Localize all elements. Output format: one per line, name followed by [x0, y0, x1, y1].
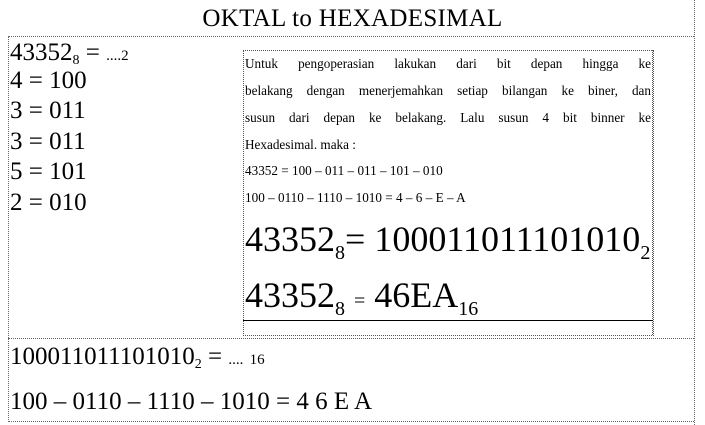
equals-sign: =	[28, 189, 43, 216]
question-to-base: 2	[121, 48, 129, 64]
result-base: 8	[335, 242, 345, 264]
explanation-line: belakang dengan menerjemahkan setiap bilangan ke biner, dan	[245, 83, 651, 98]
question-from-base: 8	[72, 53, 80, 68]
section-divider	[8, 338, 694, 339]
result-base: 8	[335, 298, 345, 320]
binary-value: 100	[49, 67, 87, 94]
equals-sign: =	[28, 67, 43, 94]
binary-question-to-base: 16	[249, 352, 265, 368]
digit-conversion-row	[10, 188, 87, 218]
question-dots: ....	[106, 48, 122, 64]
question-equals: =	[85, 39, 100, 66]
equals-sign: =	[28, 97, 43, 124]
result-equals: =	[354, 290, 366, 312]
result-hex-value: 46EA	[374, 275, 459, 315]
calculation-step-1: 43352 = 100 – 011 – 011 – 101 – 010	[245, 163, 443, 178]
binary-value: 010	[49, 189, 87, 216]
binary-question-base: 2	[194, 357, 202, 372]
digit: 2	[10, 189, 23, 216]
explanation-paragraph	[245, 50, 651, 158]
digit-conversion-row	[10, 66, 87, 96]
calculation-step-2: 100 – 0110 – 1110 – 1010 = 4 – 6 – E – A	[245, 190, 466, 205]
text-box-right-edge	[652, 50, 653, 335]
binary-question-line	[10, 342, 265, 375]
digit: 3	[10, 97, 23, 124]
result-hex-base: 16	[458, 298, 479, 320]
binary-value: 011	[49, 128, 86, 155]
equals-sign: =	[28, 158, 43, 185]
binary-value: 011	[49, 97, 86, 124]
question-number: 43352	[10, 39, 73, 66]
digit: 3	[10, 128, 23, 155]
page-title: OKTAL to HEXADESIMAL	[202, 5, 503, 32]
margin-guide-right	[694, 0, 695, 425]
binary-question-equals: =	[207, 343, 223, 370]
margin-guide-bottom	[8, 421, 694, 422]
margin-guide-top	[8, 36, 694, 37]
result-number: 43352	[245, 275, 335, 315]
equals-sign: =	[28, 128, 43, 155]
binary-question-number: 100011011101010	[10, 343, 195, 370]
explanation-line: Hexadesimal. maka :	[245, 137, 356, 152]
digit: 4	[10, 67, 23, 94]
result-number: 43352	[245, 219, 335, 259]
grouping-line: 100 – 0110 – 1110 – 1010 = 4 6 E A	[10, 388, 373, 415]
digit-conversion-row	[10, 127, 86, 157]
result-binary-value: 100011011101010	[374, 219, 641, 259]
binary-question-dots: ....	[228, 352, 244, 368]
result-binary-base: 2	[640, 242, 651, 264]
explanation-line: susun dari depan ke belakang. Lalu susun 4 bit binner ke	[245, 110, 651, 125]
digit-conversion-row	[10, 157, 87, 187]
margin-guide-left	[8, 36, 9, 422]
explanation-line: Untuk pengoperasian lakukan dari bit depan hingga ke	[245, 56, 651, 71]
result-equals: =	[345, 219, 366, 259]
binary-value: 101	[49, 158, 87, 185]
hex-result	[245, 274, 478, 322]
digit-conversion-row	[10, 96, 86, 126]
digit: 5	[10, 158, 23, 185]
binary-result	[245, 218, 651, 264]
